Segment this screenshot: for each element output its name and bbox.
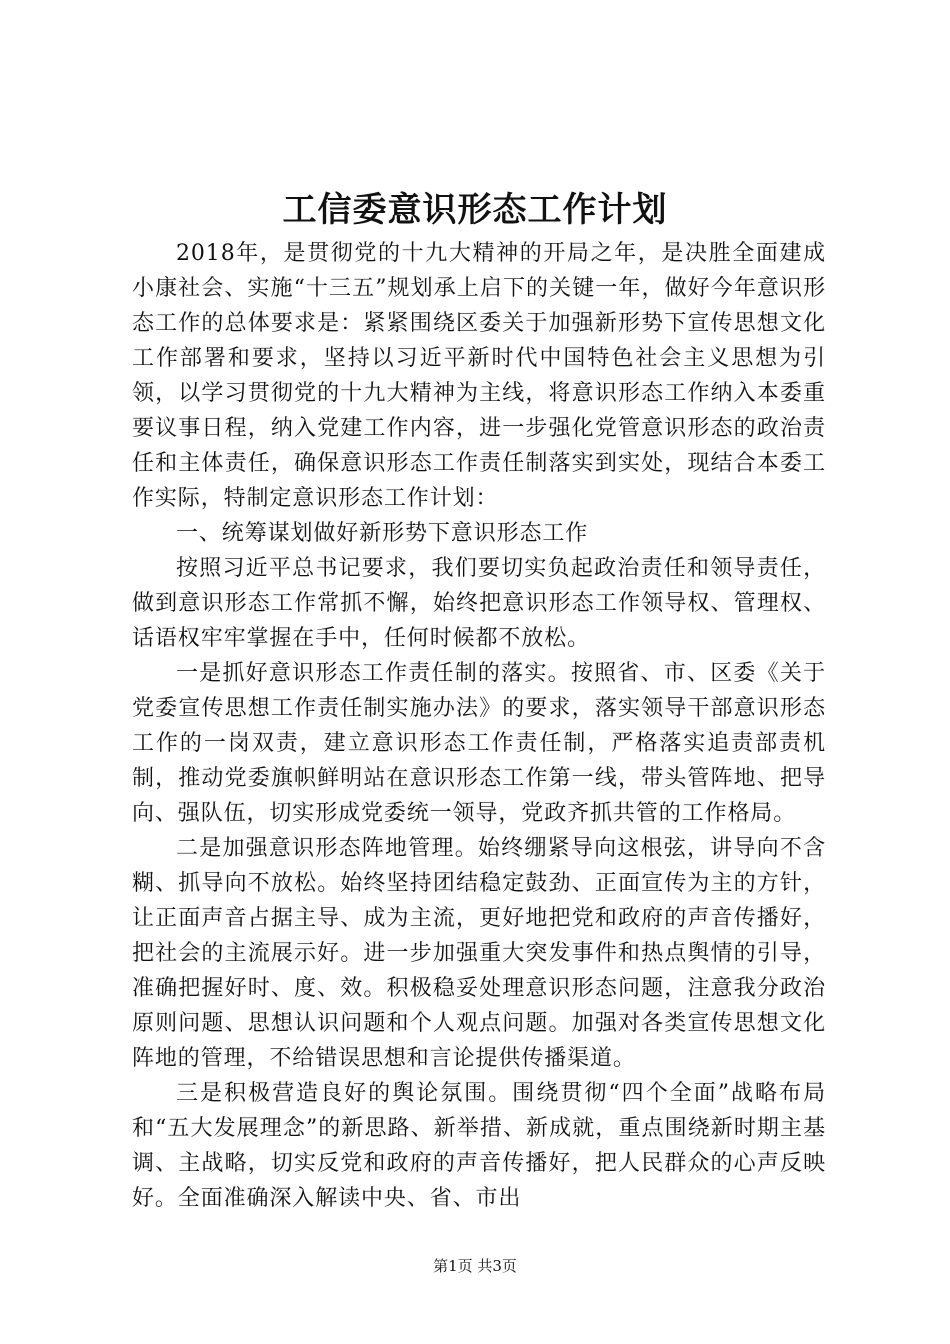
document-body: [132, 236, 826, 1216]
intro-paragraph: 2018年，是贯彻党的十九大精神的开局之年，是决胜全面建成小康社会、实施“十三五”规划承上启下的关键一年，做好今年意识形态工作的总体要求是：紧紧围绕区委关于加强新形势下宣传思想文化工作部署和要求，坚持以习近平新时代中国特色社会主义思想为引领，以学习贯彻党的十九大精神为主线，将意识形态工作纳入本委重要议事日程，纳入党建工作内容，进一步强化党管意识形态的政治责任和主体责任，确保意识形态工作责任制落实到实处，现结合本委工作实际，特制定意识形态工作计划：: [132, 241, 826, 511]
body-paragraph: 二是加强意识形态阵地管理。始终绷紧导向这根弦，讲导向不含糊、抓导向不放松。始终坚持团结稳定鼓劲、正面宣传为主的方针，让正面声音占据主导、成为主流，更好地把党和政府的声音传播好，把社会的主流展示好。进一步加强重大突发事件和热点舆情的引导，准确把握好时、度、效。积极稳妥处理意识形态问题，注意我分政治原则问题、思想认识问题和个人观点问题。加强对各类宣传思想文化阵地的管理，不给错误思想和言论提供传播渠道。: [132, 836, 826, 1071]
body-paragraph: 三是积极营造良好的舆论氛围。围绕贯彻“四个全面”战略布局和“五大发展理念”的新思路、新举措、新成就，重点围绕新时期主基调、主战略，切实反党和政府的声音传播好，把人民群众的心声反映好。全面准确深入解读中央、省、市出: [132, 1081, 826, 1211]
page-footer: 第1页 共3页: [433, 1257, 517, 1275]
body-paragraph: 按照习近平总书记要求，我们要切实负起政治责任和领导责任，做到意识形态工作常抓不懈，始终把意识形态工作领导权、管理权、话语权牢牢掌握在手中，任何时候都不放松。: [132, 556, 826, 651]
document-title: 工信委意识形态工作计划: [282, 190, 668, 230]
section-heading: 一、统筹谋划做好新形势下意识形态工作: [176, 521, 589, 546]
body-paragraph: 一是抓好意识形态工作责任制的落实。按照省、市、区委《关于党委宣传思想工作责任制实施办法》的要求，落实领导干部意识形态工作的一岗双责，建立意识形态工作责任制，严格落实追责部责机制，推动党委旗帜鲜明站在意识形态工作第一线，带头管阵地、把导向、强队伍，切实形成党委统一领导，党政齐抓共管的工作格局。: [132, 661, 826, 826]
